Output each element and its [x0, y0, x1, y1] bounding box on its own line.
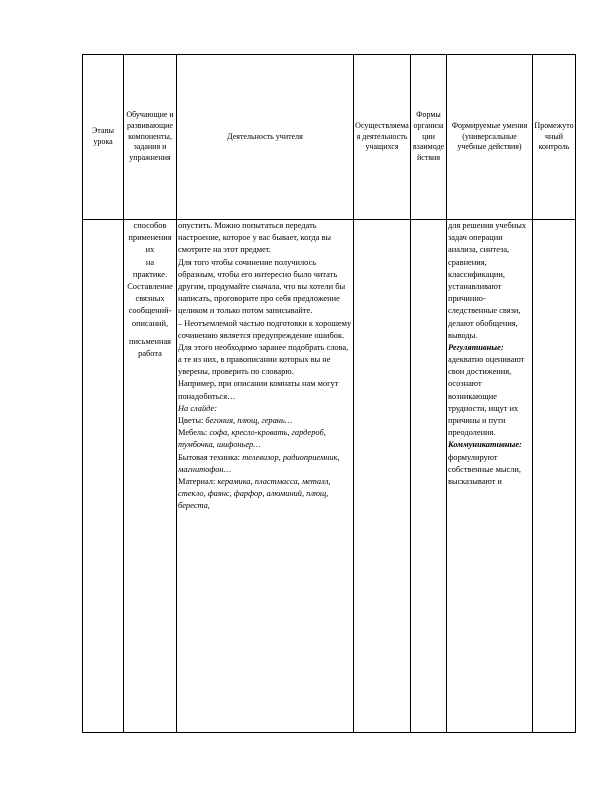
cell-teacher-activity	[177, 220, 354, 733]
word-group-items: телевизор, радиоприемник, магнитофон…	[178, 452, 340, 474]
header-student-activity: Осуществляемая деятельность учащихся	[354, 55, 411, 220]
cell-lesson-stage	[83, 220, 124, 733]
teacher-text-paragraph: – Неотъемлемой частью подготовки к хорошему сочинению является предупреждение ошибок. Для этого необходимо заранее подобрать слова, а те из них, в правописании которых вы не уверены, проверить по словарю.	[178, 318, 352, 377]
word-group-items: керамика, пластмасса, металл, стекло, фаянс, фарфор, алюминий, плющ, береста,	[178, 476, 331, 511]
word-group-furniture	[178, 427, 352, 451]
components-line: на	[145, 257, 155, 267]
regulative-label: Регулятивные:	[448, 342, 504, 352]
cell-components	[124, 220, 177, 733]
header-lesson-stages: Этапы урока	[83, 55, 124, 220]
components-line: связных	[135, 294, 165, 304]
teacher-text-paragraph: опустить. Можно попытаться передать настроение, которое у вас бывает, когда вы смотрите на этот предмет.	[178, 221, 332, 255]
word-group-flowers	[178, 415, 352, 427]
skills-paragraph: устанавливают причинно-следственные связи, делают обобщения, выводы.	[448, 281, 521, 340]
header-components: Обучающие и развивающие компоненты, задания и упражнения	[124, 55, 177, 220]
slide-label: На слайде:	[178, 403, 218, 413]
skills-paragraph: для решения учебных задач операции анализа, синтеза, сравнения, классификации,	[448, 221, 527, 279]
word-group-appliances	[178, 452, 352, 476]
skills-paragraph: адекватно оценивают свои достижения, осознают возникающие трудности, ищут их причины и пути преодоления.	[448, 355, 525, 438]
word-group-label: Бытовая техника:	[178, 452, 243, 462]
communicative-label: Коммуникативные:	[448, 440, 522, 450]
teacher-text-paragraph: Например, при описании комнаты нам могут понадобиться…	[178, 379, 339, 401]
components-line: описаний,	[131, 318, 169, 328]
lesson-plan-table	[82, 54, 576, 733]
components-line: письменная работа	[128, 336, 172, 358]
cell-intermediate-control	[533, 220, 576, 733]
components-line: способов	[133, 221, 167, 230]
teacher-text-paragraph: Для того чтобы сочинение получилось образным, чтобы его интересно было читать другим, продумайте сначала, что вы хотели бы написать, проговорите про себя предложение целиком и только потом записывайте.	[178, 257, 346, 316]
header-teacher-activity: Деятельность учителя	[177, 55, 354, 220]
word-group-material	[178, 476, 352, 513]
table-row	[83, 220, 576, 733]
header-intermediate-control: Промежуточный контроль	[533, 55, 576, 220]
cell-interaction-forms	[411, 220, 447, 733]
components-line: Составление	[127, 281, 173, 291]
components-line: сообщений-	[128, 306, 172, 316]
cell-student-activity	[354, 220, 411, 733]
word-group-items: софа, кресло-кровать, гардероб, тумбочка, шифоньер…	[178, 428, 326, 450]
components-line: практике.	[132, 269, 168, 279]
header-skills: Формируемые умения (универсальные учебные действия)	[447, 55, 533, 220]
skills-paragraph: формулируют собственные мысли, высказывают и	[448, 452, 521, 486]
word-group-label: Цветы:	[178, 416, 206, 425]
header-interaction-forms: Формы организации взаимодействия	[411, 55, 447, 220]
components-line: применения их	[128, 233, 172, 255]
cell-skills	[447, 220, 533, 733]
word-group-label: Мебель:	[178, 428, 210, 438]
word-group-items: бегония, плющ, герань…	[205, 416, 293, 425]
word-group-label: Материал:	[178, 476, 218, 486]
table-header-row	[83, 55, 576, 220]
